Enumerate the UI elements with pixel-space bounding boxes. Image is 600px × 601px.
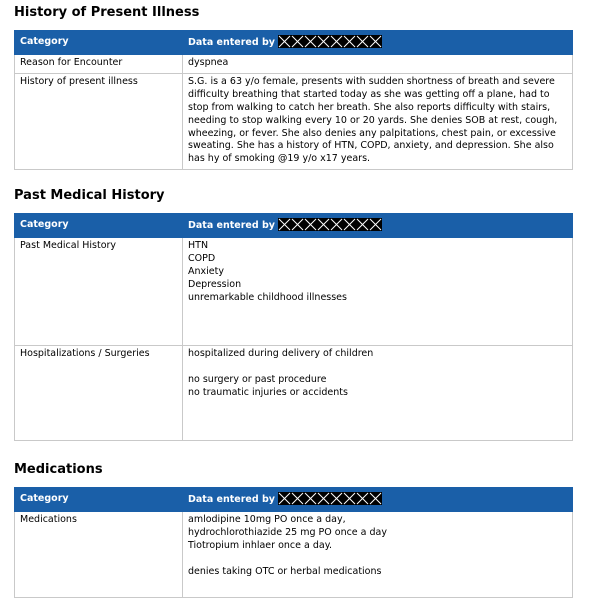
- value-cell: [183, 346, 573, 441]
- value-cell: S.G. is a 63 y/o female, presents with sudden shortness of breath and severe difficulty breathing that started today as she was getting off a plane, had to stop from walking to catch her breath. She also reports difficulty with stairs, needing to stop walking every 10 or 20 yards. She denies SOB at rest, cough, wheezing, or fever. She also denies any palpitations, chest pain, or excessive sweating. She has a history of HTN, COPD, anxiety, and depression. She also has hy of smoking @19 y/o x17 years.: [183, 73, 573, 169]
- section-title-pmh: Past Medical History: [14, 188, 165, 203]
- value-line: hospitalized during delivery of children: [188, 348, 374, 359]
- value-line: amlodipine 10mg PO once a day,: [188, 514, 346, 525]
- value-line: hydrochlorothiazide 25 mg PO once a day: [188, 526, 387, 538]
- value-line: [188, 361, 567, 374]
- category-column-header: Category: [15, 31, 183, 55]
- pmh-table: [14, 213, 573, 441]
- table-header-row: [15, 214, 573, 238]
- table-row: [15, 346, 573, 441]
- category-cell: Medications: [15, 512, 183, 598]
- redaction-mark: [278, 35, 382, 48]
- value-line: denies taking OTC or herbal medications: [188, 565, 382, 577]
- table-header-row: [15, 488, 573, 512]
- value-line: Tiotropium inhlaer once a day.: [188, 539, 332, 551]
- redaction-mark: [278, 218, 382, 231]
- value-line: COPD: [188, 252, 216, 264]
- table-header-row: [15, 31, 573, 55]
- hpi-table: [14, 30, 573, 170]
- table-row: [15, 238, 573, 346]
- category-column-header: Category: [15, 214, 183, 238]
- value-cell: [183, 238, 573, 346]
- table-row: [15, 512, 573, 598]
- table-row: [15, 55, 573, 74]
- value-line: [188, 553, 567, 566]
- value-line: no surgery or past procedure: [188, 373, 327, 385]
- category-cell: Reason for Encounter: [15, 55, 183, 74]
- data-entered-by-header: [183, 488, 573, 512]
- section-title-medications: Medications: [14, 462, 103, 477]
- table-row: [15, 73, 573, 169]
- category-cell: Past Medical History: [15, 238, 183, 346]
- category-cell: History of present illness: [15, 73, 183, 169]
- data-entered-by-label: Data entered by: [188, 493, 275, 505]
- data-entered-by-header: [183, 214, 573, 238]
- medications-table: [14, 487, 573, 598]
- category-column-header: Category: [15, 488, 183, 512]
- value-line: unremarkable childhood illnesses: [188, 291, 347, 303]
- section-title-hpi: History of Present Illness: [14, 5, 200, 20]
- data-entered-by-label: Data entered by: [188, 36, 275, 48]
- data-entered-by-header: [183, 31, 573, 55]
- value-line: Depression: [188, 278, 242, 290]
- value-line: HTN: [188, 240, 209, 251]
- category-cell: Hospitalizations / Surgeries: [15, 346, 183, 441]
- value-cell: [183, 512, 573, 598]
- data-entered-by-label: Data entered by: [188, 219, 275, 231]
- redaction-mark: [278, 492, 382, 505]
- value-line: no traumatic injuries or accidents: [188, 386, 348, 398]
- value-cell: dyspnea: [183, 55, 573, 74]
- value-line: Anxiety: [188, 265, 224, 277]
